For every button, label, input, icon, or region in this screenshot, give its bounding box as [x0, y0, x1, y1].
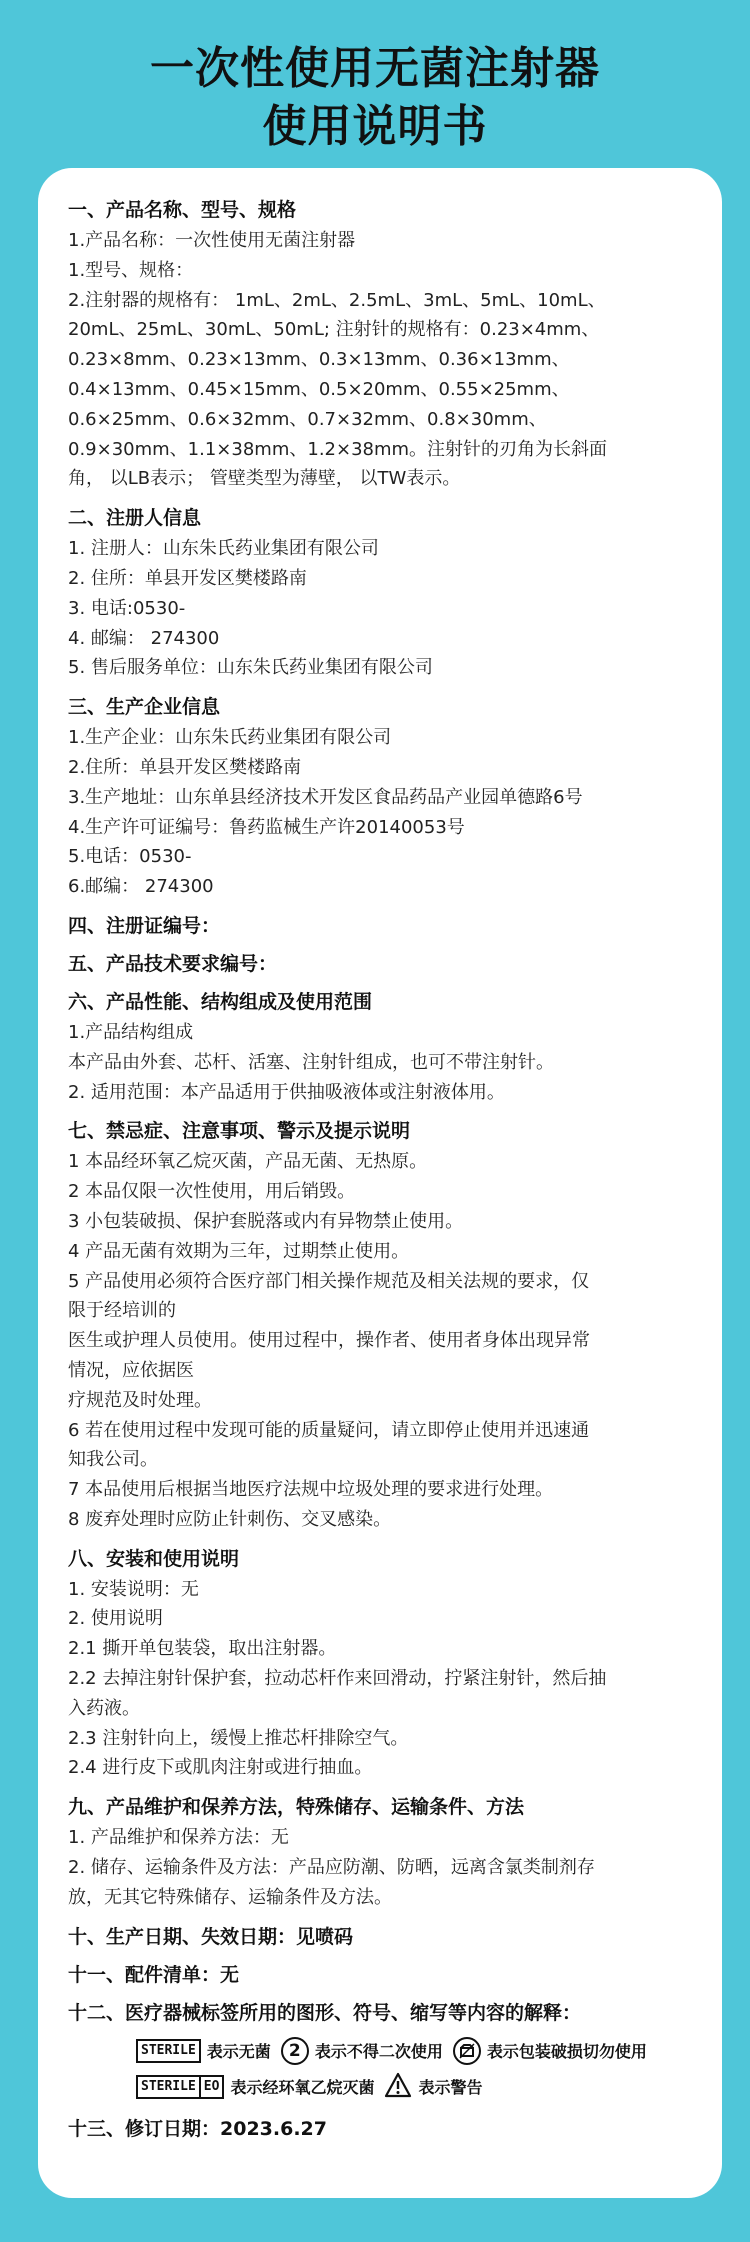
text-line: 4. 邮编： 274300	[68, 627, 220, 649]
damaged-package-icon	[453, 2037, 481, 2065]
text-line: 放，无其它特殊储存、运输条件及方法。	[68, 1886, 392, 1908]
text-line: 3 小包装破损、保护套脱落或内有异物禁止使用。	[68, 1210, 464, 1232]
symbol-label: 表示警告	[418, 2078, 483, 2098]
section-manufacturer	[68, 693, 694, 902]
section-heading: 九、产品维护和保养方法，特殊储存、运输条件、方法	[68, 1796, 525, 1819]
text-line: 2.3 注射针向上，缓慢上推芯杆排除空气。	[68, 1727, 409, 1749]
text-line: 1 本品经环氧乙烷灭菌，产品无菌、无热原。	[68, 1151, 428, 1173]
section-performance	[68, 988, 694, 1107]
text-line: 4.生产许可证编号：鲁药监械生产许20140053号	[68, 816, 465, 838]
text-line: 2. 使用说明	[68, 1608, 163, 1630]
section-heading: 十、生产日期、失效日期：见喷码	[68, 1925, 354, 1948]
text-line: 1.产品结构组成	[68, 1021, 194, 1043]
warning-icon	[384, 2072, 412, 2102]
text-line: 4 产品无菌有效期为三年，过期禁止使用。	[68, 1240, 410, 1262]
symbol-label: 表示包装破损切勿使用	[486, 2042, 647, 2062]
text-line: 1. 注册人：山东朱氏药业集团有限公司	[68, 538, 379, 560]
text-line: 0.9×30mm、1.1×38mm、1.2×38mm。注射针的刃角为长斜面	[68, 438, 608, 460]
symbol-sterile	[136, 2039, 271, 2063]
eo-text: EO	[199, 2077, 223, 2097]
text-line: 2 本品仅限一次性使用，用后销毁。	[68, 1181, 356, 1203]
text-line: 8 废弃处理时应防止针刺伤、交叉感染。	[68, 1508, 392, 1530]
symbol-single-use	[281, 2037, 443, 2065]
symbol-label: 表示经环氧乙烷灭菌	[230, 2078, 375, 2098]
section-heading: 十三、修订日期：2023.6.27	[68, 2117, 327, 2140]
text-line: 1.型号、规格：	[68, 259, 194, 281]
section-heading: 六、产品性能、结构组成及使用范围	[68, 990, 373, 1013]
section-heading: 三、生产企业信息	[68, 696, 221, 719]
text-line: 2.1 撕开单包装袋，取出注射器。	[68, 1638, 337, 1660]
symbol-row	[136, 2069, 694, 2105]
section-heading: 八、安装和使用说明	[68, 1547, 240, 1570]
symbol-legend	[136, 2033, 694, 2105]
text-line: 限于经培训的	[68, 1300, 176, 1322]
text-line: 2.注射器的规格有： 1mL、2mL、2.5mL、3mL、5mL、10mL、	[68, 289, 606, 311]
section-heading: 四、注册证编号：	[68, 914, 221, 937]
text-line: 3. 电话:0530-	[68, 597, 186, 619]
sterile-eo-text: STERILE	[141, 2078, 196, 2094]
section-registration-number	[68, 912, 694, 940]
single-use-icon: 2	[281, 2037, 309, 2065]
instructions-card	[38, 168, 722, 2198]
text-line: 知我公司。	[68, 1449, 158, 1471]
section-heading: 一、产品名称、型号、规格	[68, 199, 297, 221]
section-revision-date	[68, 2115, 694, 2143]
text-line: 情况，应依据医	[68, 1359, 194, 1381]
text-line: 3.生产地址：山东单县经济技术开发区食品药品产业园单德路6号	[68, 786, 583, 808]
title-line-1: 一次性使用无菌注射器	[150, 43, 600, 94]
page-title	[0, 40, 750, 156]
text-line: 6.邮编： 274300	[68, 876, 214, 898]
symbol-damaged-package	[453, 2037, 647, 2065]
text-line: 1. 安装说明：无	[68, 1578, 199, 1600]
section-usage	[68, 1545, 694, 1784]
text-line: 本产品由外套、芯杆、活塞、注射针组成，也可不带注射针。	[68, 1051, 554, 1073]
text-line: 5.电话：0530-	[68, 846, 192, 868]
symbol-warning	[384, 2072, 482, 2102]
text-line: 5. 售后服务单位：山东朱氏药业集团有限公司	[68, 657, 433, 679]
text-line: 0.23×8mm、0.23×13mm、0.3×13mm、0.36×13mm、	[68, 349, 570, 371]
section-storage	[68, 1793, 694, 1912]
text-line: 1.生产企业：山东朱氏药业集团有限公司	[68, 727, 392, 749]
text-line: 入药液。	[68, 1697, 140, 1719]
text-line: 医生或护理人员使用。使用过程中，操作者、使用者身体出现异常	[68, 1330, 590, 1352]
title-line-2: 使用说明书	[262, 101, 488, 152]
section-dates	[68, 1923, 694, 1951]
text-line: 20mL、25mL、30mL、50mL; 注射针的规格有：0.23×4mm、	[68, 319, 600, 341]
section-heading: 七、禁忌症、注意事项、警示及提示说明	[68, 1120, 411, 1143]
symbol-row	[136, 2033, 694, 2069]
section-heading: 五、产品技术要求编号：	[68, 952, 278, 975]
symbol-sterile-eo	[136, 2075, 374, 2099]
sterile-eo-symbol-icon	[136, 2075, 224, 2099]
section-registrant	[68, 504, 694, 683]
section-heading: 十一、配件清单：无	[68, 1963, 240, 1986]
text-line: 2.4 进行皮下或肌肉注射或进行抽血。	[68, 1757, 373, 1779]
symbol-label: 表示无菌	[206, 2042, 271, 2062]
section-accessories	[68, 1961, 694, 1989]
text-line: 5 产品使用必须符合医疗部门相关操作规范及相关法规的要求，仅	[68, 1270, 590, 1292]
section-heading: 十二、医疗器械标签所用的图形、符号、缩写等内容的解释：	[68, 2001, 582, 2024]
text-line: 6 若在使用过程中发现可能的质量疑问，请立即停止使用并迅速通	[68, 1419, 590, 1441]
text-line: 疗规范及时处理。	[68, 1389, 212, 1411]
text-line: 7 本品使用后根据当地医疗法规中垃圾处理的要求进行处理。	[68, 1479, 554, 1501]
section-warnings	[68, 1117, 694, 1534]
text-line: 1.产品名称：一次性使用无菌注射器	[68, 230, 356, 251]
section-tech-requirement	[68, 950, 694, 978]
text-line: 0.4×13mm、0.45×15mm、0.5×20mm、0.55×25mm、	[68, 378, 570, 400]
text-line: 2. 住所：单县开发区樊楼路南	[68, 567, 307, 589]
section-heading: 二、注册人信息	[68, 507, 202, 530]
text-line: 1. 产品维护和保养方法：无	[68, 1827, 289, 1849]
text-line: 2. 适用范围：本产品适用于供抽吸液体或注射液体用。	[68, 1081, 505, 1103]
sterile-symbol-icon: STERILE	[136, 2039, 201, 2063]
text-line: 角， 以LB表示； 管壁类型为薄壁， 以TW表示。	[68, 468, 461, 490]
text-line: 2.住所：单县开发区樊楼路南	[68, 756, 302, 778]
section-product-name	[68, 196, 694, 494]
symbol-label: 表示不得二次使用	[314, 2042, 443, 2062]
section-symbols	[68, 1999, 694, 2105]
text-line: 2. 储存、运输条件及方法：产品应防潮、防晒，远离含氯类制剂存	[68, 1857, 595, 1879]
text-line: 0.6×25mm、0.6×32mm、0.7×32mm、0.8×30mm、	[68, 408, 547, 430]
text-line: 2.2 去掉注射针保护套，拉动芯杆作来回滑动，拧紧注射针，然后抽	[68, 1668, 607, 1690]
